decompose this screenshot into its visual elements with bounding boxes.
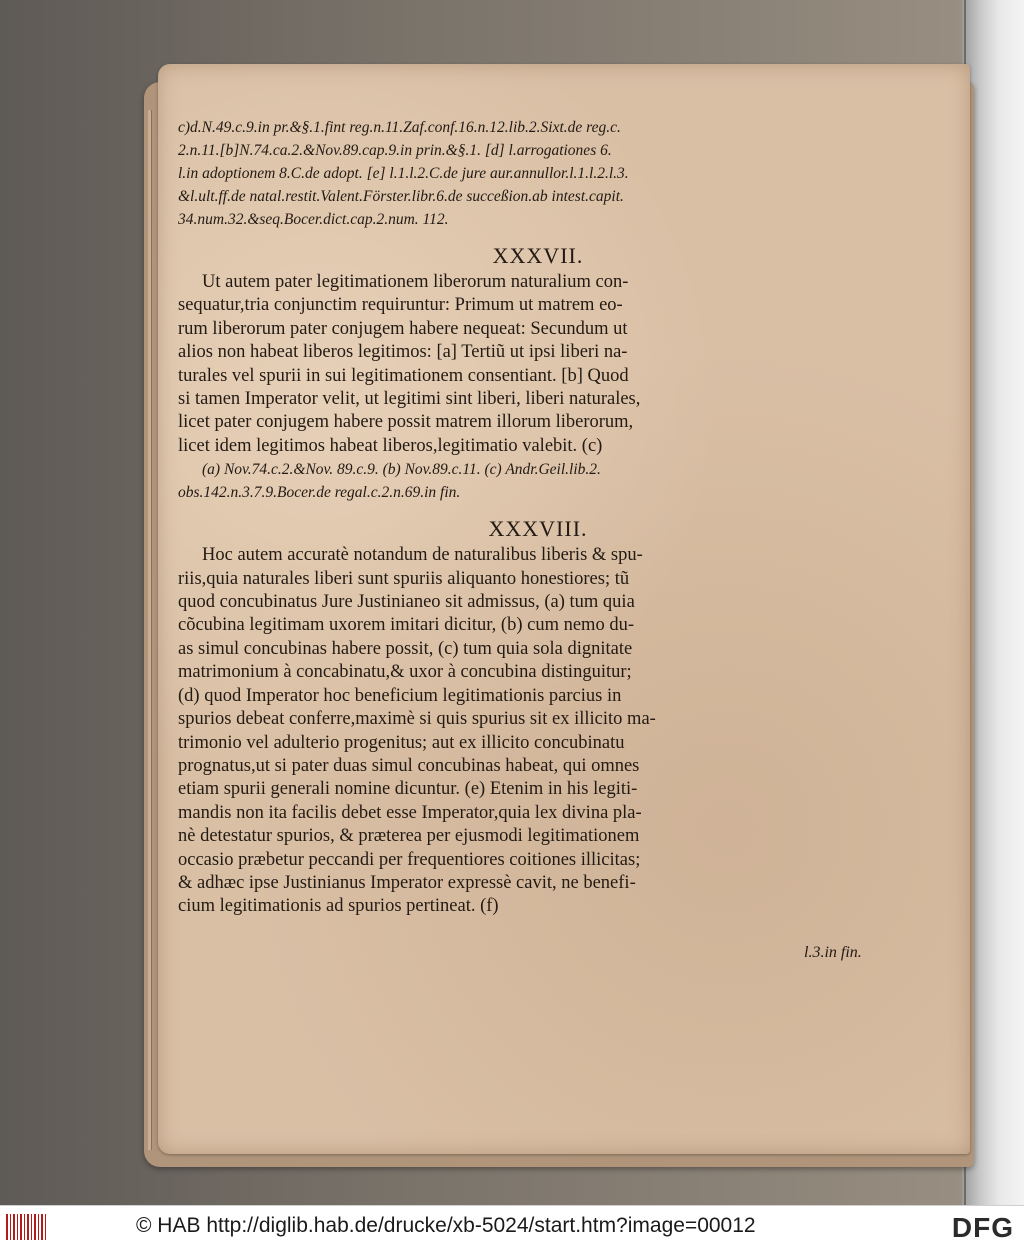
section-heading-38: XXXVIII. bbox=[488, 516, 588, 542]
text-line: spurios debeat conferre,maximè si quis spurius sit ex illicito ma- bbox=[178, 709, 656, 730]
viewer-footer bbox=[0, 1205, 1024, 1246]
text-line: licet pater conjugem habere possit matrem illorum liberorum, bbox=[178, 412, 634, 433]
text-line: mandis non ita facilis debet esse Imperator,quia lex divina pla- bbox=[178, 802, 642, 823]
barcode-icon bbox=[6, 1214, 46, 1240]
text-line: turales vel spurii in sui legitimationem consentiant. [b] Quod bbox=[178, 365, 629, 386]
text-line: quod concubinatus Jure Justinianeo sit admissus, (a) tum quia bbox=[178, 592, 635, 613]
ref-line: obs.142.n.3.7.9.Bocer.de regal.c.2.n.69.in fin. bbox=[178, 484, 461, 502]
footnotes-top bbox=[178, 116, 898, 231]
catchword: l.3.in fin. bbox=[804, 944, 862, 961]
text-line: si tamen Imperator velit, ut legitimi sint liberi, liberi naturales, bbox=[178, 389, 641, 410]
text-line: Ut autem pater legitimationem liberorum naturalium con- bbox=[202, 272, 629, 292]
text-line: Hoc autem accuratè notandum de naturalibus liberis & spu- bbox=[202, 545, 643, 566]
page-text bbox=[178, 116, 898, 919]
text-line: & adhæc ipse Justinianus Imperator expressè cavit, ne benefi- bbox=[178, 872, 636, 893]
text-line: riis,quia naturales liberi sunt spuriis aliquanto honestiores; tũ bbox=[178, 568, 630, 589]
credit-link[interactable]: © HAB http://diglib.hab.de/drucke/xb-5024/start.htm?image=00012 bbox=[136, 1214, 756, 1237]
note-line: l.in adoptionem 8.C.de adopt. [e] l.1.l.2.C.de jure aur.annullor.l.1.l.2.l.3. bbox=[178, 165, 629, 182]
text-line: matrimonium à concabinatu,& uxor à concubina distinguitur; bbox=[178, 662, 632, 683]
text-line: trimonio vel adulterio progenitus; aut ex illicito concubinatu bbox=[178, 732, 625, 753]
section-refs-37 bbox=[178, 458, 898, 504]
section-heading-37: XXXVII. bbox=[492, 243, 584, 268]
text-line: (d) quod Imperator hoc beneficium legitimationis parcius in bbox=[178, 685, 622, 706]
text-line: cium legitimationis ad spurios pertineat. (f) bbox=[178, 896, 499, 917]
text-line: occasio præbetur peccandi per frequentiores coitiones illicitas; bbox=[178, 849, 641, 870]
note-line: 2.n.11.[b]N.74.ca.2.&Nov.89.cap.9.in prin.&§.1. [d] l.arrogationes 6. bbox=[178, 142, 612, 159]
note-line: &l.ult.ff.de natal.restit.Valent.Förster.libr.6.de succeßion.ab intest.capit. bbox=[178, 188, 624, 205]
section-body-37 bbox=[178, 271, 898, 458]
section-body-38 bbox=[178, 544, 898, 919]
note-line: c)d.N.49.c.9.in pr.&§.1.fint reg.n.11.Zaf.conf.16.n.12.lib.2.Sixt.de reg.c. bbox=[178, 119, 621, 136]
text-line: licet idem legitimos habeat liberos,legitimatio valebit. (c) bbox=[178, 435, 603, 456]
text-line: as simul concubinas habere possit, (c) tum quia sola dignitate bbox=[178, 638, 633, 659]
text-line: nè detestatur spurios, & præterea per ejusmodi legitimationem bbox=[178, 826, 640, 847]
text-line: sequatur,tria conjunctim requiruntur: Primum ut matrem eo- bbox=[178, 295, 623, 316]
text-line: cõcubina legitimam uxorem imitari dicitur, (b) cum nemo du- bbox=[178, 615, 634, 636]
text-line: rum liberorum pater conjugem habere nequeat: Secundum ut bbox=[178, 318, 628, 339]
ref-line: (a) Nov.74.c.2.&Nov. 89.c.9. (b) Nov.89.c.11. (c) Andr.Geil.lib.2. bbox=[202, 461, 601, 479]
dfg-logo: DFG bbox=[951, 1212, 1014, 1243]
note-line: 34.num.32.&seq.Bocer.dict.cap.2.num. 112. bbox=[178, 211, 449, 228]
text-line: etiam spurii generali nomine dicuntur. (e) Etenim in his legiti- bbox=[178, 779, 638, 800]
text-line: alios non habeat liberos legitimos: [a] Tertiũ ut ipsi liberi na- bbox=[178, 342, 628, 363]
text-line: prognatus,ut si pater duas simul concubinas habeat, qui omnes bbox=[178, 755, 640, 776]
